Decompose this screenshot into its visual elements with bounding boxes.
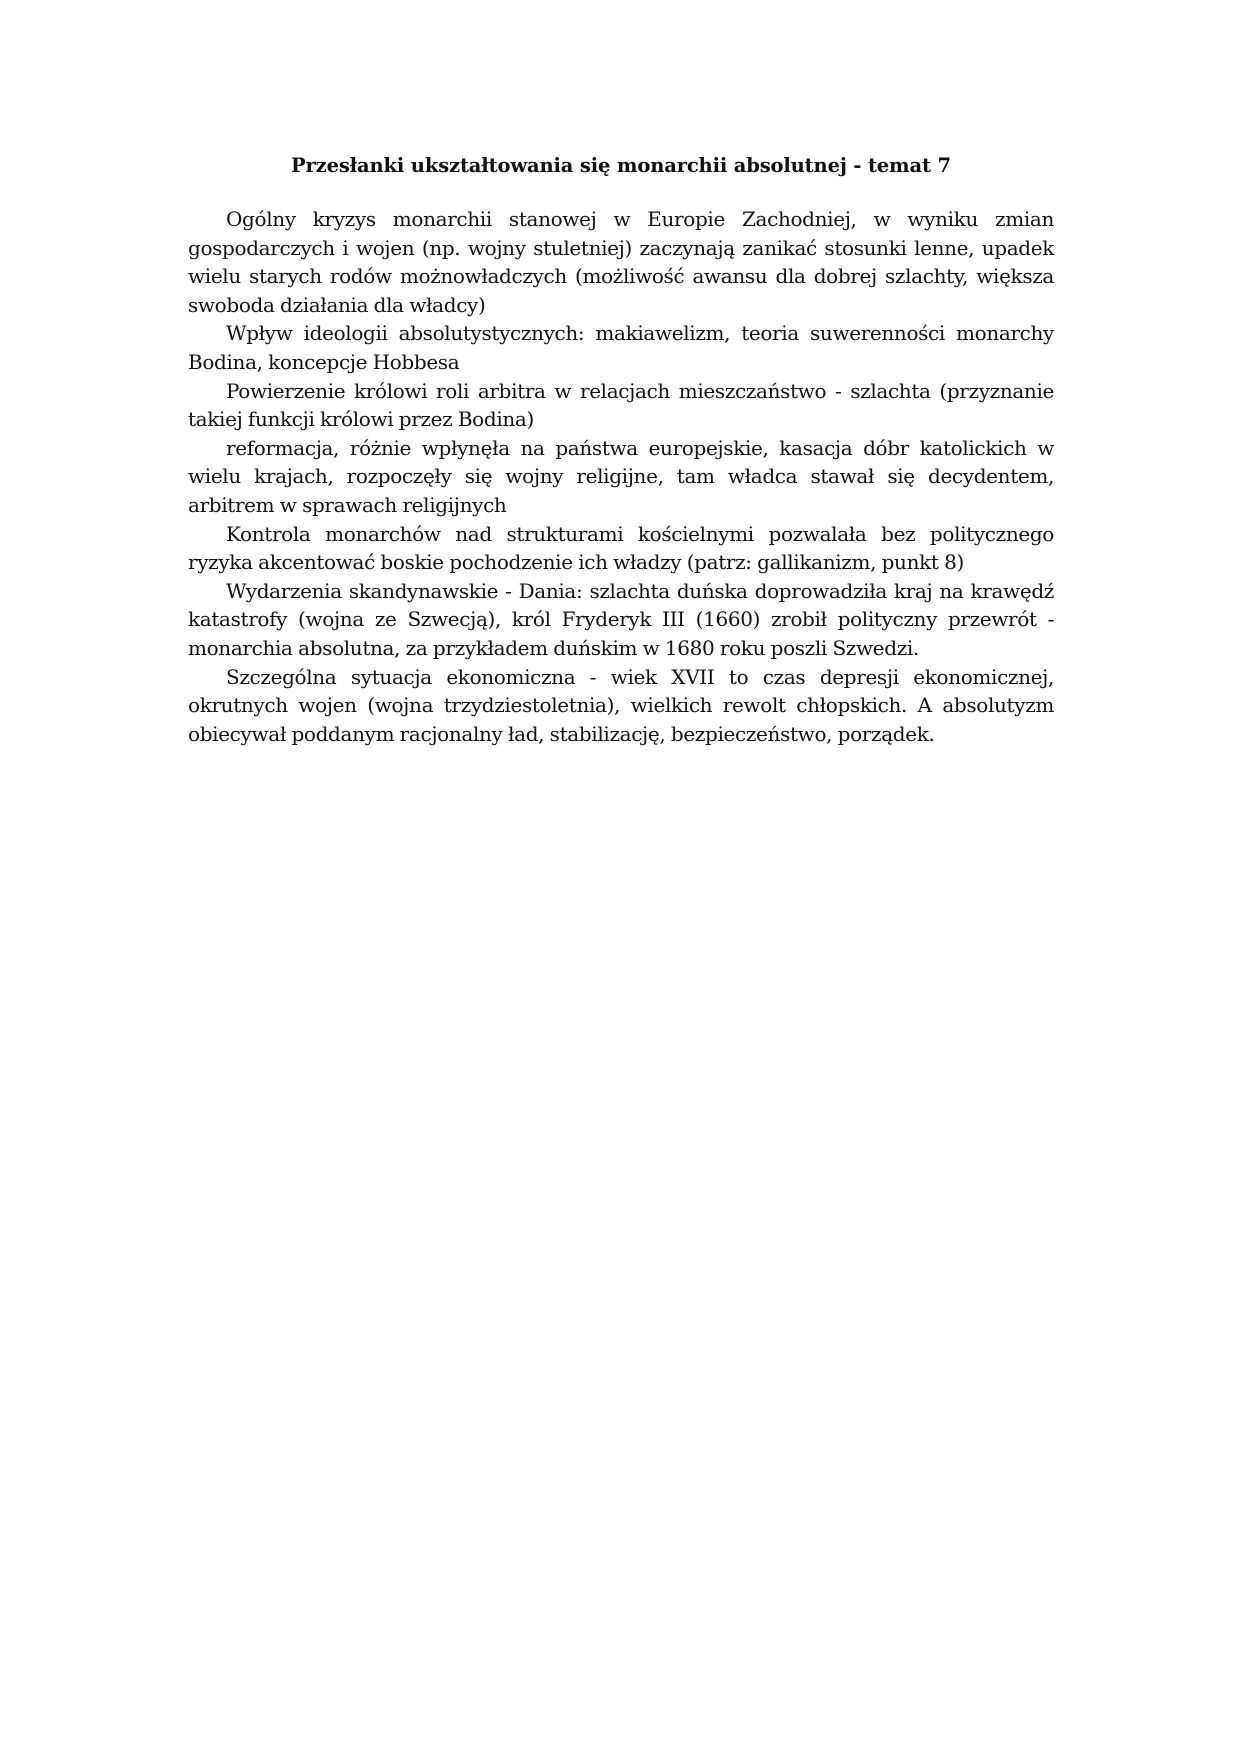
paragraph-reformation: reformacja, różnie wpłynęła na państwa europejskie, kasacja dóbr katolickich w wielu krajach, rozpoczęły się wojny religijne, tam władca stawał się decydentem, arbitrem w sprawach religijnych [188,435,1054,517]
document-body [188,205,1054,748]
paragraph-ideologies: Wpływ ideologii absolutystycznych: makiawelizm, teoria suwerenności monarchy Bodina, koncepcje Hobbesa [188,321,1054,374]
document-title: Przesłanki ukształtowania się monarchii absolutnej - temat 7 [291,154,951,177]
paragraph-church-control: Kontrola monarchów nad strukturami kościelnymi pozwalała bez politycznego ryzyka akcentować boskie pochodzenie ich władzy (patrz: gallikanizm, punkt 8) [188,521,1054,575]
paragraph-economy: Szczególna sytuacja ekonomiczna - wiek XVII to czas depresji ekonomicznej, okrutnych wojen (wojna trzydziestoletnia), wielkich rewolt chłopskich. A absolutyzm obiecywał poddanym racjonalny ład, stabilizację, bezpieczeństwo, porządek. [188,664,1054,746]
paragraph-arbiter: Powierzenie królowi roli arbitra w relacjach mieszczaństwo - szlachta (przyznanie takiej funkcji królowi przez Bodina) [188,378,1054,432]
paragraph-scandinavia: Wydarzenia skandynawskie - Dania: szlachta duńska doprowadziła kraj na krawędź katastrofy (wojna ze Szwecją), król Fryderyk III (1660) zrobił polityczny przewrót - monarchia absolutna, za przykładem duńskim w 1680 roku poszli Szwedzi. [188,578,1054,660]
paragraph-crisis: Ogólny kryzys monarchii stanowej w Europie Zachodniej, w wyniku zmian gospodarczych i wojen (np. wojny stuletniej) zaczynają zanikać stosunki lenne, upadek wielu starych rodów możnowładczych (możliwość awansu dla dobrej szlachty, większa swoboda działania dla władcy) [188,207,1054,317]
